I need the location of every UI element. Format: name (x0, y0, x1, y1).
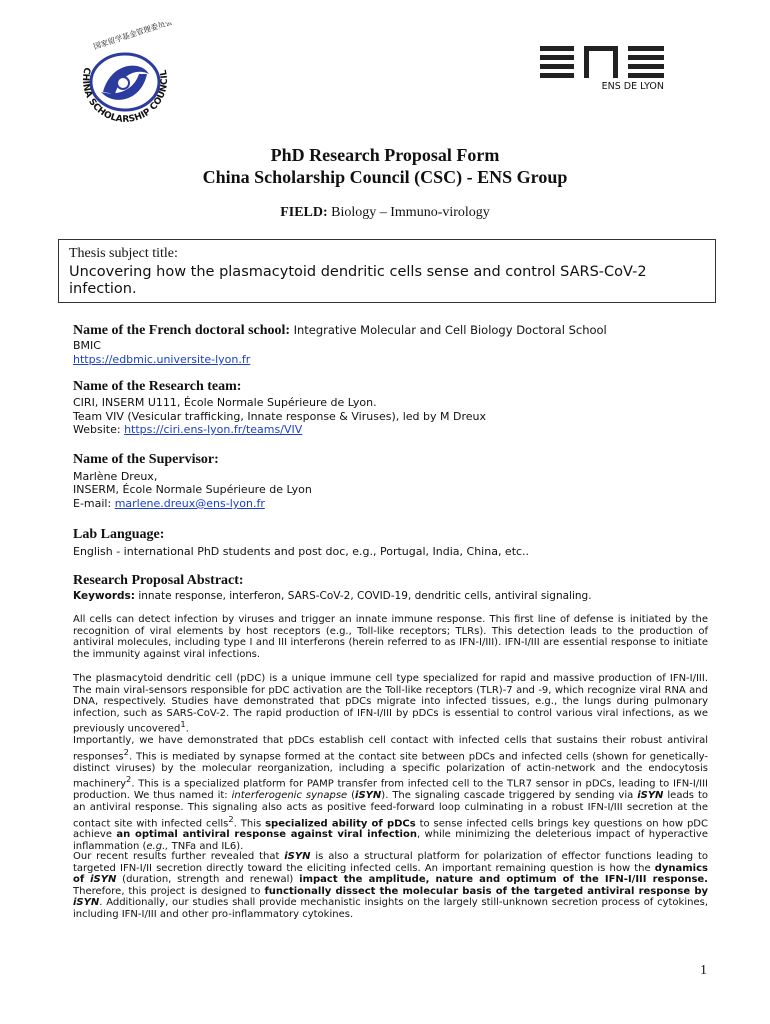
thesis-box (58, 239, 716, 303)
email-link[interactable]: marlene.dreux@ens-lyon.fr (114, 497, 265, 510)
p2-text-b: Importantly, we have demonstrated that pDCs establish cell contact with infected cells that sustains their robust antiviral responses (73, 735, 708, 763)
p3-text-b: is also a structural platform for polarization of effector functions leading to targeted IFN-I/II secretion directly toward the eliciting infected cells. An important remaining question is how the (73, 851, 708, 874)
p3-text-d: (duration, strength and renewal) (122, 874, 294, 886)
lab-language-value: English - international PhD students and post doc, e.g., Portugal, India, China, etc.. (73, 545, 530, 558)
field-value: Biology – Immuno-virology (331, 205, 490, 220)
abstract-paragraph-2: The plasmacytoid dendritic cell (pDC) is a unique immune cell type specialized for rapid and massive production of IFN-I/III. The main viral-sensors responsible for pDC activation are the Toll-like receptors (TLR)-7 and -9, which recognize viral RNA and DNA, respectively. Studies have demonstrated that pDCs migrate into infected tissues, e.g., the lungs during pulmonary infection, such as SARS-CoV-2. The rapid production of IFN-I/III by pDCs is essential to control various viral infections, as we previously uncovered$^1$. Importantly, we have demonstrated that pDCs establish cell contact with infected cells that sustains their robust antiviral responses$^2$. This is mediated by synapse formed at the contact site between pDCs and infected cells (shown for genetically-distinct viruses) by the molecular reorganization, including a specific polarization of actin-network and the endocytosis machinery$^2$. This is a specialized platform for PAMP transfer from infected cell to the TLR7 sensor in pDCs, leading to IFN-I/III production. We thus named it: interferogenic synapse (iSYN). The signaling cascade triggered by sending via iSYN leads to an antiviral response. This signaling also acts as positive feed-forward loop culminating in a robust IFN-I/III secretion at the contact site with infected cells$^2$. This specialized ability of pDCs to sense infected cells brings key questions on how pDC achieve an optimal antiviral response against viral infection, while minimizing the deleterious impact of hyperactive inflammation (e.g., TNFa and IL6). (73, 673, 708, 853)
p2-text-e: interferogenic synapse (231, 790, 348, 802)
p2-text-g: . The signaling cascade triggered by sending via (385, 790, 634, 802)
field-label: FIELD: (280, 205, 328, 220)
doctoral-school-link[interactable]: https://edbmic.universite-lyon.fr (73, 353, 251, 366)
csc-chinese-text: 国家留学基金管理委员会 (92, 22, 174, 52)
p2-text-h: leads to an antiviral response. This signaling also acts as positive feed-forward loop culminating in a robust IFN-I/III secretion at the contact site with infected cells (73, 790, 708, 829)
thesis-title: Uncovering how the plasmacytoid dendritic cells sense and control SARS-CoV-2 infection. (69, 264, 647, 297)
page-title-line1: PhD Research Proposal Form (270, 145, 500, 165)
supervisor-name: Marlène Dreux, (73, 470, 158, 483)
ens-logo (540, 46, 664, 94)
website-label: Website: (73, 423, 121, 436)
p2-text-a: The plasmacytoid dendritic cell (pDC) is a unique immune cell type specialized for rapid and massive production of IFN-I/III. The main viral-sensors responsible for pDC activation are the Toll-like receptors (TLR)-7 and -9, which recognize viral RNA and DNA, respectively. Studies have demonstrated that pDCs migrate into infected tissues, e.g., the lungs during pulmonary infection, such as SARS-CoV-2. The rapid production of IFN-I/III by pDCs is essential to control various viral infections, as we previously uncovered (73, 673, 708, 735)
p3-text-c: dynamics of (73, 862, 708, 886)
ref-sup: 2 (123, 746, 129, 757)
abstract-paragraph-1 (73, 614, 708, 660)
doctoral-school-abbr: BMIC (73, 339, 101, 352)
isyn-term: iSYN (73, 897, 100, 909)
isyn-term: iSYN (355, 790, 382, 802)
p2-text-n: e.g., (146, 841, 169, 853)
isyn-term: iSYN (90, 874, 117, 886)
p2-text-l: an optimal antiviral response against viral infection (116, 829, 417, 841)
p3-text-a: Our recent results further revealed that (73, 851, 280, 862)
keywords-label: Keywords: (73, 590, 135, 602)
research-team-heading: Name of the Research team: (73, 379, 242, 394)
supervisor-heading: Name of the Supervisor: (73, 452, 219, 467)
p2-text-m: , while minimizing the deleterious impact of hyperactive inflammation ( (73, 829, 708, 853)
research-team-website (73, 423, 302, 436)
p3-text-g: functionally dissect the molecular basis of the targeted antiviral response by (264, 885, 708, 897)
p2-text-c: . This is mediated by synapse formed at the contact site between pDCs and infected cells (shown for genetically-distinct viruses) by the molecular reorganization, including a specific polarization of actin-network and the endocytosis machinery (73, 751, 708, 790)
supervisor-email-line (73, 497, 265, 510)
abstract-paragraph-3 (73, 851, 708, 921)
supervisor-affiliation: INSERM, École Normale Supérieure de Lyon (73, 483, 312, 496)
ref-sup: 2 (126, 774, 132, 785)
research-team-line1: CIRI, INSERM U111, École Normale Supérieure de Lyon. (73, 396, 377, 409)
isyn-term: iSYN (637, 790, 664, 802)
research-team-line2: Team VIV (Vesicular trafficking, Innate response & Viruses), led by M Dreux (73, 410, 487, 423)
page-number: 1 (700, 963, 707, 978)
field-line (0, 205, 770, 221)
keywords-line (73, 590, 592, 603)
keywords-value: innate response, interferon, SARS-CoV-2, COVID-19, dendritic cells, antiviral signaling. (138, 590, 592, 602)
p2-text-d: . This is a specialized platform for PAMP transfer from infected cell to the TLR7 sensor in pDCs, leading to IFN-I/III production. We thus named it: (73, 778, 708, 802)
p2-text-j: specialized ability of pDCs (265, 817, 416, 829)
doctoral-school-heading-line (73, 323, 607, 339)
p3-text-h: . Additionally, our studies shall provide mechanistic insights on the largely still-unknown secretion process of cytokines, including IFN-I/III and other pro-inflammatory cytokines. (73, 897, 708, 920)
lab-language-heading: Lab Language: (73, 527, 165, 542)
p2-text-i: . This (233, 817, 262, 829)
isyn-term: iSYN (284, 851, 311, 862)
ens-caption: ENS DE LYON (601, 81, 664, 92)
p3-text-f: Therefore, this project is designed to (73, 885, 261, 897)
doctoral-school-name: Integrative Molecular and Cell Biology Doctoral School (293, 323, 607, 337)
p3-text-e: impact the amplitude, nature and optimum of the IFN-I/III response. (299, 874, 708, 886)
page-title-line2: China Scholarship Council (CSC) - ENS Group (202, 167, 568, 187)
csc-ring-text: CHINA SCHOLARSHIP COUNCIL (79, 66, 171, 125)
doctoral-school-heading: Name of the French doctoral school: (73, 323, 291, 338)
email-label: E-mail: (73, 497, 112, 510)
csc-logo (63, 22, 183, 142)
thesis-label: Thesis subject title: (69, 246, 178, 261)
abstract-heading: Research Proposal Abstract: (73, 573, 244, 588)
p2-text-k: to sense infected cells brings key questions on how pDC achieve (73, 817, 708, 841)
ref-sup: 2 (228, 813, 234, 824)
p2-text-o: TNFa and IL6). (171, 841, 244, 853)
abstract-p1-text: All cells can detect infection by viruses and trigger an innate immune response. This first line of defense is initiated by the recognition of viral elements by host receptors (e.g., Toll-like receptors; TLRs). This detection leads to the production of antiviral molecules, including type I and III interferons (herein referred to as IFN-I/III). IFN-I/III are essential response to initiate the immunity against viral infections. (73, 614, 708, 660)
ref-sup: 1 (180, 719, 186, 730)
website-link[interactable]: https://ciri.ens-lyon.fr/teams/VIV (124, 423, 303, 436)
